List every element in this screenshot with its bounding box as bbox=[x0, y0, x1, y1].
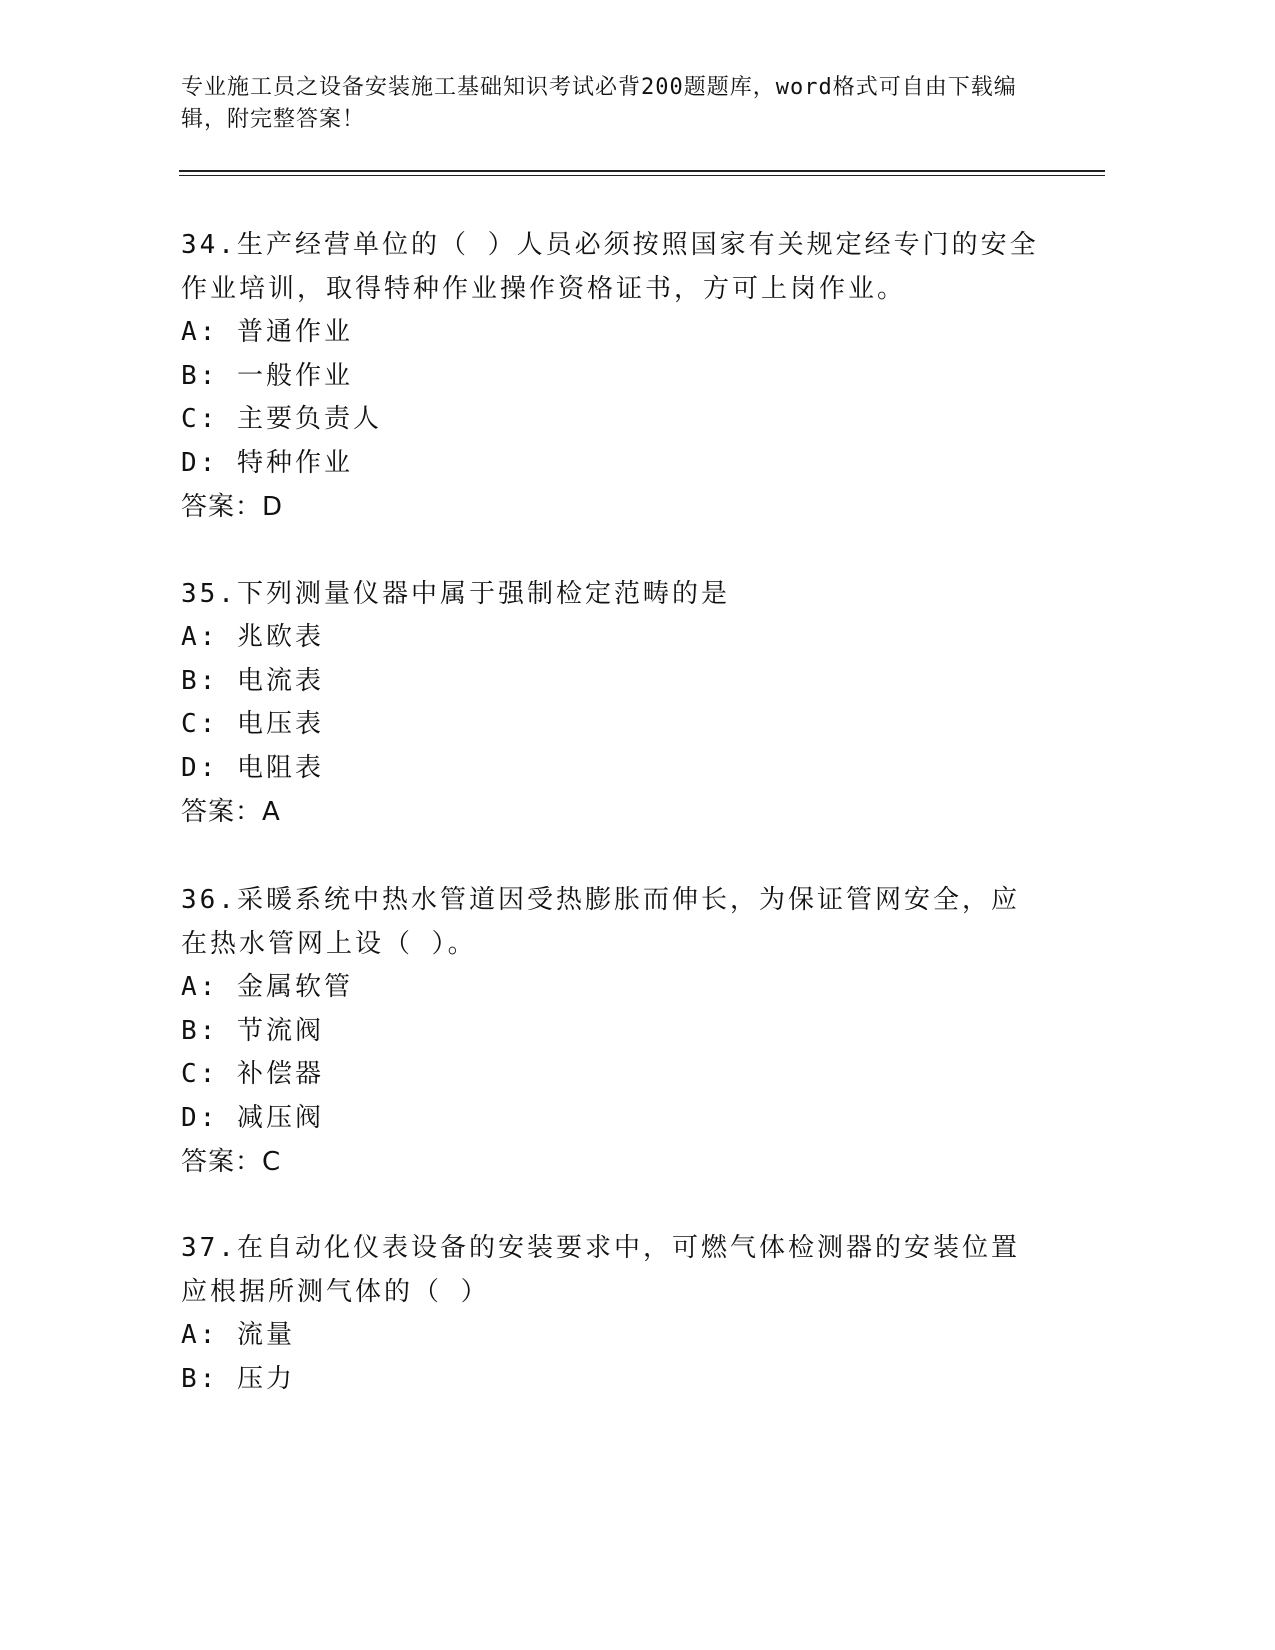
question-stem: 35.下列测量仪器中属于强制检定范畴的是 bbox=[181, 579, 730, 609]
question-stem: 34.生产经营单位的（ ）人员必须按照国家有关规定经专门的安全作业培训，取得特种作业操作资格证书，方可上岗作业。 bbox=[181, 230, 1039, 304]
header-divider-thin bbox=[179, 175, 1105, 176]
option-b: B: 压力 bbox=[181, 1363, 295, 1394]
question-34 bbox=[181, 223, 1041, 529]
question-36 bbox=[181, 878, 1041, 1184]
answer-label: 答案：D bbox=[181, 492, 284, 522]
option-a: A: 普通作业 bbox=[181, 317, 353, 347]
option-a: A: 流量 bbox=[181, 1320, 295, 1350]
document-header: 专业施工员之设备安装施工基础知识考试必背200题题库，word格式可自由下载编辑，附完整答案！ bbox=[181, 75, 1017, 132]
option-c: C: 主要负责人 bbox=[181, 404, 382, 434]
option-a: A: 金属软管 bbox=[181, 972, 353, 1002]
question-stem: 37.在自动化仪表设备的安装要求中，可燃气体检测器的安装位置应根据所测气体的（ ） bbox=[181, 1233, 1020, 1307]
option-b: B: 电流表 bbox=[181, 665, 324, 696]
option-d: D: 减压阀 bbox=[181, 1102, 324, 1133]
option-b: B: 节流阀 bbox=[181, 1015, 324, 1046]
option-b: B: 一般作业 bbox=[181, 360, 353, 391]
answer-label: 答案：A bbox=[181, 797, 281, 827]
option-c: C: 补偿器 bbox=[181, 1059, 324, 1089]
option-d: D: 特种作业 bbox=[181, 447, 353, 478]
answer-label: 答案：C bbox=[181, 1147, 282, 1177]
question-stem: 36.采暖系统中热水管道因受热膨胀而伸长，为保证管网安全，应在热水管网上设（ ）。 bbox=[181, 885, 1020, 959]
question-35 bbox=[181, 572, 1041, 834]
option-c: C: 电压表 bbox=[181, 709, 324, 739]
option-d: D: 电阻表 bbox=[181, 752, 324, 783]
option-a: A: 兆欧表 bbox=[181, 622, 324, 652]
header-divider-thick bbox=[179, 170, 1105, 172]
question-37 bbox=[181, 1226, 1041, 1401]
